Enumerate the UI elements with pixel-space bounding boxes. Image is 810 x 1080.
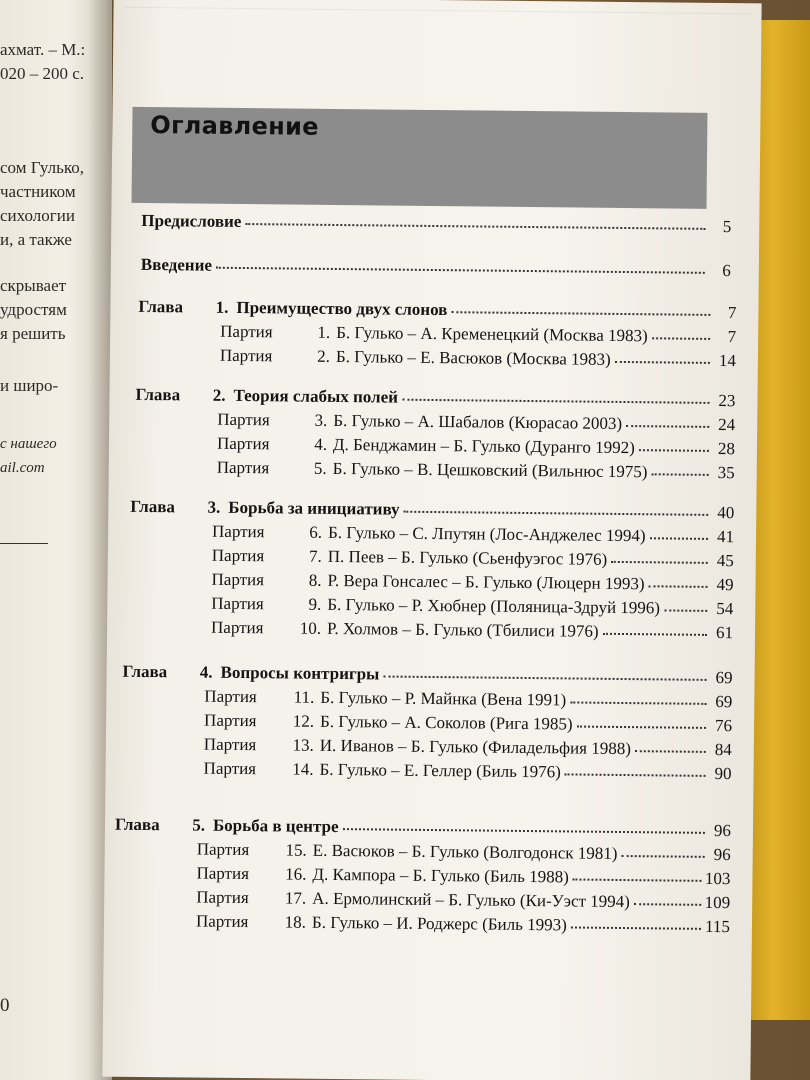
page-number: 103 (704, 868, 731, 889)
dot-leader (649, 573, 708, 588)
toc-entry-label (211, 594, 660, 619)
toc-entry-label (196, 864, 569, 888)
toc-entry-label (197, 840, 618, 864)
left-page-text: ail.com (0, 460, 45, 476)
game-number: 17. (284, 888, 307, 908)
toc-entry-label (204, 687, 566, 711)
dot-leader (383, 663, 706, 680)
game-word: Партия (204, 686, 257, 707)
dot-leader (571, 914, 701, 929)
page-number: 6 (722, 261, 731, 281)
game-number: 14. (292, 759, 314, 779)
chapter-title: Борьба в центре (212, 815, 339, 837)
toc-game[interactable] (196, 912, 730, 942)
dot-leader (603, 621, 708, 636)
toc-entry-label (130, 497, 399, 520)
chapter-title: Борьба за инициативу (228, 497, 400, 519)
toc-entry-label (220, 346, 611, 370)
page-number: 96 (713, 820, 732, 841)
dot-leader (651, 461, 708, 476)
game-number: 2. (317, 346, 331, 366)
chapter-title: Теория слабых полей (233, 385, 399, 407)
toc-entry-label (196, 912, 567, 936)
toc-entry-label (138, 297, 447, 320)
game-word: Партия (203, 734, 257, 755)
dot-leader (451, 299, 710, 316)
dot-leader (216, 255, 705, 274)
game-word: Партия (196, 863, 250, 884)
page-number: 45 (716, 550, 734, 571)
game-number: 10. (299, 618, 322, 638)
chapter-word: Глава (114, 814, 160, 835)
game-word: Партия (219, 345, 273, 366)
toc-entry-preface[interactable] (141, 211, 731, 241)
page-number: 35 (717, 462, 735, 483)
dot-leader (664, 597, 707, 611)
left-page-text: сихологии (0, 206, 75, 225)
dot-leader (573, 866, 701, 881)
left-page-text: ахмат. – М.: (0, 40, 86, 59)
toc-entry-label (211, 618, 599, 642)
dot-leader (652, 325, 711, 340)
game-word: Партия (220, 321, 273, 342)
dot-leader (626, 413, 709, 428)
game-text: Е. Васюков – Б. Гулько (Волгодонск 1981) (312, 840, 618, 863)
page-number: 96 (713, 844, 731, 865)
chapter-number: 1. (215, 297, 229, 317)
toc-entry-label (115, 815, 339, 837)
game-number: 11. (293, 687, 315, 707)
game-word: Партия (196, 887, 249, 908)
toc-entry-label (217, 434, 635, 458)
game-word: Партия (203, 758, 257, 779)
dot-leader (611, 549, 708, 564)
game-text: П. Пеев – Б. Гулько (Сьенфуэгос 1976) (327, 546, 608, 569)
toc-entry-label (122, 662, 379, 685)
left-page-rule (0, 543, 48, 544)
dot-leader (621, 843, 704, 858)
toc-entry-title: Предисловие (141, 210, 242, 231)
game-text: И. Иванов – Б. Гулько (Филадельфия 1988) (319, 735, 632, 759)
left-page-text: скрывает (0, 276, 67, 295)
game-word: Партия (216, 457, 270, 478)
dot-leader (639, 437, 709, 452)
dot-leader (402, 387, 710, 404)
left-page-text: я решить (0, 324, 66, 343)
page-number: 90 (714, 763, 732, 784)
game-word: Партия (217, 409, 270, 430)
game-text: Б. Гулько – А. Соколов (Рига 1985) (319, 711, 573, 734)
game-word: Партия (211, 569, 265, 590)
page-number: 69 (715, 667, 733, 688)
game-text: Б. Гулько – Е. Васюков (Москва 1983) (335, 346, 611, 369)
game-number: 5. (313, 458, 327, 478)
page-number: 69 (715, 691, 733, 712)
page-number: 54 (716, 598, 734, 619)
toc-entry-label (141, 255, 212, 276)
game-text: Б. Гулько – Р. Хюбнер (Поляница-Здруй 1996) (327, 594, 661, 618)
game-number: 12. (292, 711, 315, 731)
game-text: А. Ермолинский – Б. Гулько (Ки-Уэст 1994) (312, 888, 630, 912)
toc-entry-label (203, 759, 560, 783)
chapter-word: Глава (130, 496, 176, 517)
game-text: Б. Гулько – С. Лпутян (Лос-Анджелес 1994) (327, 522, 646, 546)
game-text: Д. Кампора – Б. Гулько (Биль 1988) (312, 864, 569, 887)
page-number: 76 (714, 715, 733, 736)
page-number: 109 (704, 892, 731, 913)
toc-game[interactable] (203, 759, 731, 789)
game-word: Партия (211, 521, 265, 542)
game-number: 7. (308, 546, 322, 566)
dot-leader (404, 499, 709, 516)
chapter-word: Глава (138, 296, 184, 317)
page-number: 41 (716, 526, 735, 547)
chapter-title: Вопросы контригры (220, 662, 380, 684)
page-number: 7 (727, 303, 737, 323)
toc-game[interactable] (217, 458, 735, 487)
page-number: 40 (717, 502, 735, 523)
game-word: Партия (204, 710, 257, 731)
chapter-word: Глава (135, 384, 181, 405)
left-page-text: и широ- (0, 376, 59, 395)
game-number: 8. (308, 570, 322, 590)
game-text: Б. Гулько – В. Цешковский (Вильнюс 1975) (332, 458, 648, 482)
game-word: Партия (216, 433, 270, 454)
toc-game[interactable] (211, 618, 733, 647)
toc-entry-label (217, 410, 622, 434)
dot-leader (650, 525, 709, 540)
game-text: Р. Вера Гонсалес – Б. Гулько (Люцерн 1993) (327, 570, 645, 594)
game-word: Партия (210, 617, 264, 638)
dot-leader (634, 891, 701, 906)
game-text: Д. Бенджамин – Б. Гулько (Дуранго 1992) (332, 434, 635, 458)
game-text: Р. Холмов – Б. Гулько (Тбилиси 1976) (326, 618, 599, 641)
dot-leader (635, 738, 706, 753)
game-number: 16. (285, 864, 307, 884)
toc-entry-label (217, 458, 648, 483)
game-word: Партия (196, 839, 250, 860)
game-number: 4. (314, 434, 328, 454)
dot-leader (565, 761, 706, 776)
left-page-text: удростям (0, 300, 67, 319)
game-number: 3. (314, 410, 328, 430)
game-word: Партия (211, 545, 265, 566)
chapter-number: 5. (192, 815, 206, 835)
left-page-text: сом Гулько, (0, 158, 85, 177)
page-title: Оглавление (150, 111, 319, 141)
toc-entry-label (211, 570, 644, 595)
toc-entry-label (220, 322, 648, 346)
toc-entry-title: Введение (140, 254, 213, 275)
toc-entry-label (141, 211, 241, 232)
dot-leader (343, 816, 706, 834)
toc-entry-introduction[interactable] (141, 255, 731, 285)
table-of-contents (102, 0, 761, 1080)
game-text: Б. Гулько – А. Кременецкий (Москва 1983) (336, 322, 648, 346)
page-number: 7 (727, 327, 737, 347)
page-number: 24 (718, 414, 736, 435)
dot-leader (245, 211, 705, 230)
page-number: 49 (716, 574, 734, 595)
game-number: 13. (292, 735, 314, 755)
toc-game[interactable] (220, 346, 736, 375)
game-number: 1. (317, 322, 331, 342)
dot-leader (570, 689, 706, 704)
left-page (0, 0, 112, 1080)
toc-page (102, 0, 761, 1080)
chapter-number: 2. (212, 385, 226, 405)
game-text: Б. Гулько – И. Роджерс (Биль 1993) (311, 912, 567, 935)
left-page-number: 0 (0, 995, 10, 1016)
left-page-text: и, а также (0, 230, 72, 249)
game-text: Б. Гулько – А. Шабалов (Кюрасао 2003) (333, 410, 623, 433)
chapter-word: Глава (122, 661, 168, 682)
toc-entry-label (135, 385, 398, 408)
chapter-title: Преимущество двух слонов (236, 297, 448, 320)
chapter-number: 4. (199, 662, 213, 682)
dot-leader (577, 714, 707, 729)
game-number: 15. (285, 840, 307, 860)
game-word: Партия (211, 593, 264, 614)
left-page-text: с нашего (0, 436, 57, 452)
game-number: 9. (308, 594, 322, 614)
left-page-text: частником (0, 182, 76, 201)
dot-leader (615, 349, 710, 364)
page-number: 28 (717, 438, 736, 459)
toc-entry-label (204, 711, 573, 735)
game-text: Б. Гулько – Е. Геллер (Биль 1976) (319, 759, 561, 782)
page-number: 14 (718, 350, 736, 371)
toc-entry-label (212, 522, 646, 547)
page-number: 5 (722, 217, 732, 237)
left-page-text: 020 – 200 с. (0, 64, 85, 83)
game-number: 18. (284, 912, 307, 932)
page-number: 84 (714, 739, 732, 760)
toc-entry-label (212, 546, 608, 570)
game-word: Партия (195, 911, 249, 932)
page-number: 23 (718, 390, 736, 411)
page-number: 115 (704, 916, 731, 937)
game-number: 6. (309, 522, 323, 542)
toc-entry-label (204, 735, 631, 759)
page-number: 61 (715, 622, 734, 643)
game-text: Б. Гулько – Р. Майнка (Вена 1991) (320, 687, 567, 710)
toc-entry-label (196, 888, 630, 913)
chapter-number: 3. (207, 497, 221, 517)
